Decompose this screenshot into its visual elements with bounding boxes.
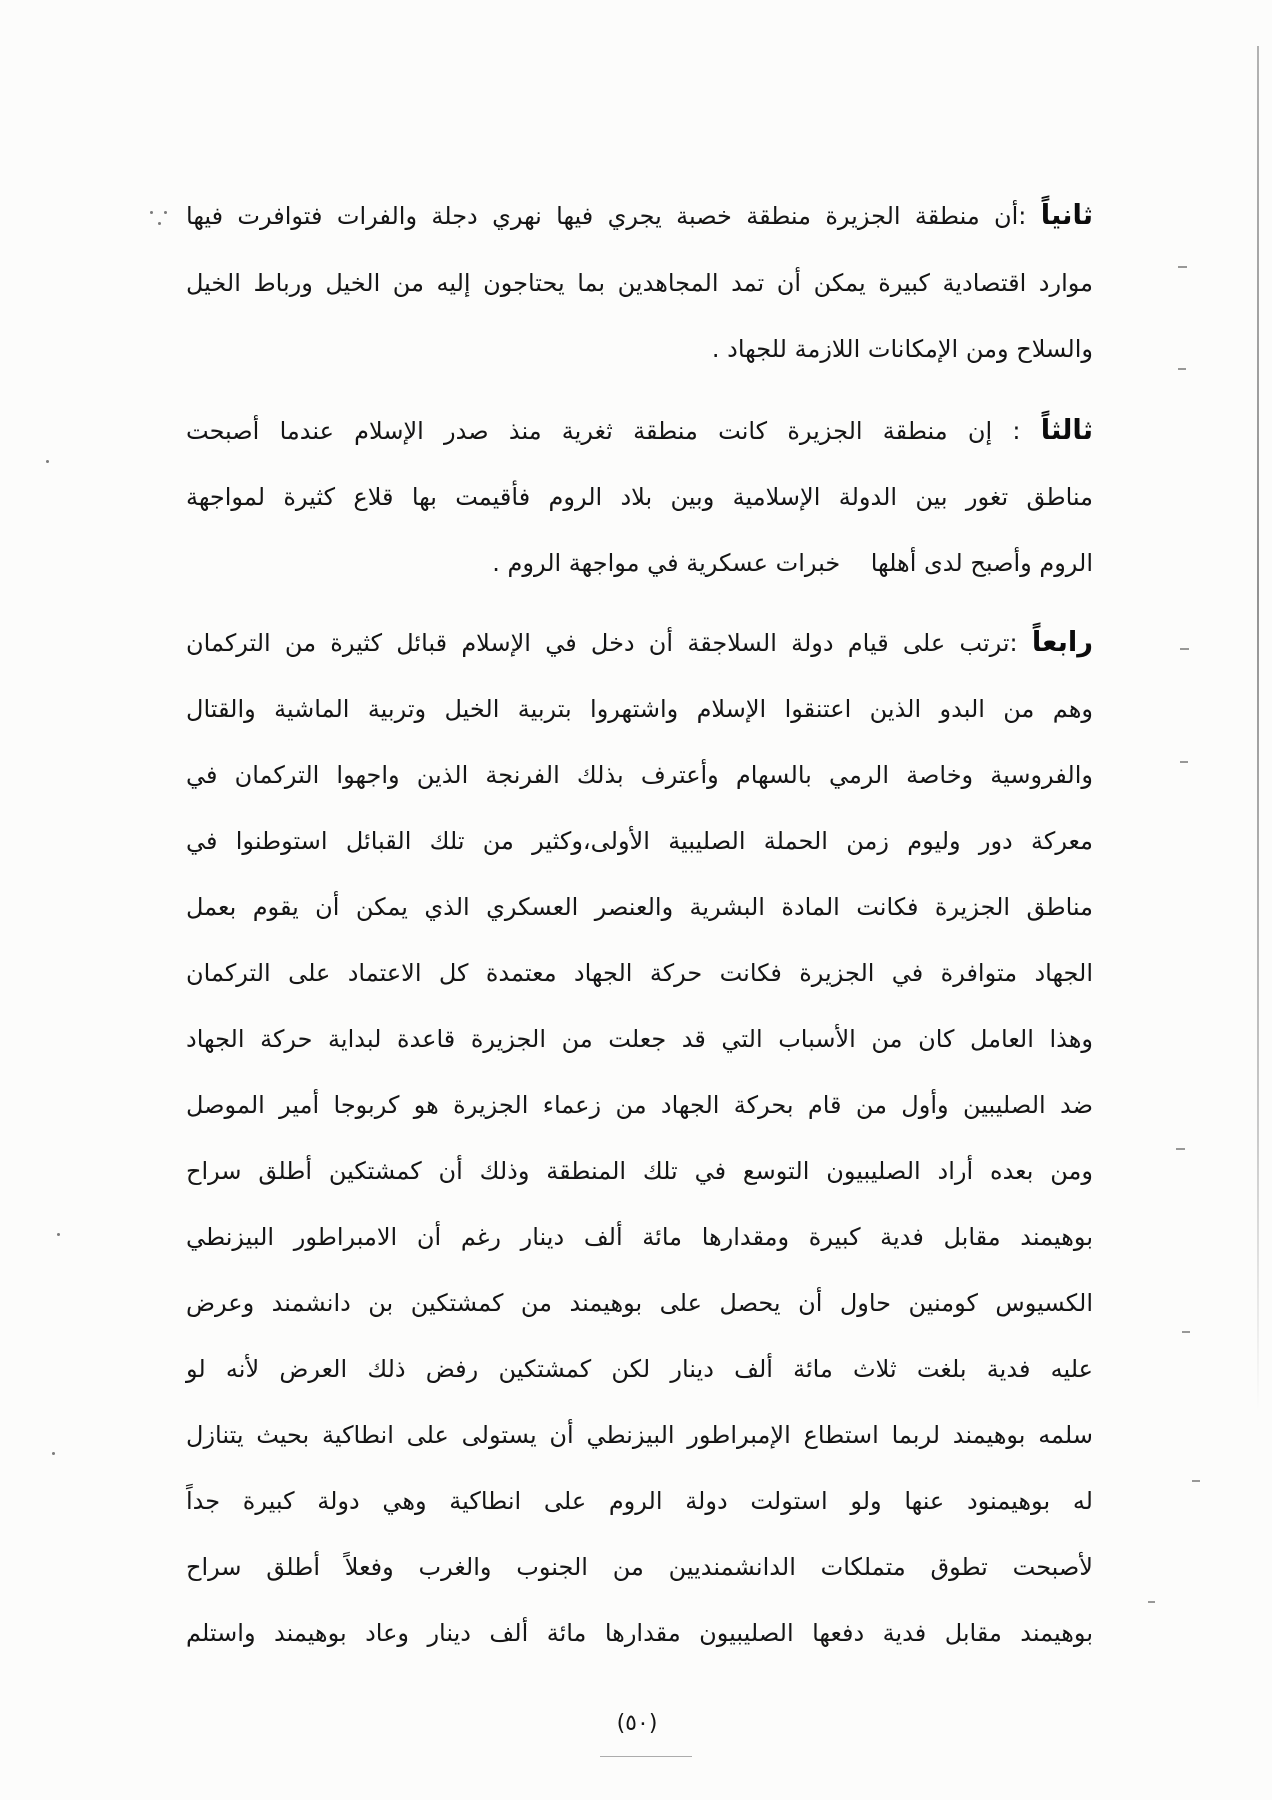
paragraph-line: والسلاح ومن الإمكانات اللازمة للجهاد . (711, 335, 1093, 363)
paragraph-line: ومن بعده أراد الصليبيون التوسع في تلك المنطقة وذلك أن كمشتكين أطلق سراح (186, 1157, 1093, 1185)
scan-speck (1178, 266, 1187, 268)
paragraph-line: بوهيمند مقابل فدية كبيرة ومقدارها مائة ألف دينار رغم أن الامبراطور البيزنطي (186, 1223, 1093, 1251)
paragraph-line: لأصبحت تطوق متملكات الدانشمنديين من الجنوب والغرب وفعلاً أطلق سراح (186, 1553, 1093, 1581)
footer-rule (600, 1756, 692, 1757)
paragraph-line: الجهاد متوافرة في الجزيرة فكانت حركة الجهاد معتمدة كل الاعتماد على التركمان (186, 959, 1093, 987)
paragraph-line: معركة دور وليوم زمن الحملة الصليبية الأولى،وكثير من تلك القبائل استوطنوا في (186, 827, 1093, 855)
scan-speck (1176, 1148, 1185, 1150)
paragraph-line (186, 621, 1093, 665)
page-number: (٥٠) (616, 1711, 658, 1736)
paragraph-label: رابعاً (1031, 627, 1093, 658)
paragraph-line: والفروسية وخاصة الرمي بالسهام وأعترف بذلك الفرنجة الذين واجهوا التركمان في (186, 761, 1093, 789)
paragraph-line: بوهيمند مقابل فدية دفعها الصليبيون مقدارها مائة ألف دينار وعاد بوهيمند واستلم (186, 1619, 1093, 1647)
scan-dot (158, 222, 161, 225)
scan-dot (57, 1233, 60, 1236)
paragraph-line: الروم وأصبح لدى أهلها خبرات عسكرية في مواجهة الروم . (492, 549, 1093, 577)
paragraph-line-text: :ترتب على قيام دولة السلاجقة أن دخل في الإسلام قبائل كثيرة من التركمان (186, 629, 1018, 657)
scan-dot (52, 1452, 55, 1455)
paragraph-line: ضد الصليبين وأول من قام بحركة الجهاد من زعماء الجزيرة هو كربوجا أمير الموصل (186, 1091, 1093, 1119)
paragraph-line: له بوهيمنود عنها ولو استولت دولة الروم على انطاكية وهي دولة كبيرة جداً (186, 1487, 1093, 1515)
paragraph-line: سلمه بوهيمند لربما استطاع الإمبراطور البيزنطي أن يستولى على انطاكية بحيث يتنازل (186, 1421, 1093, 1449)
paragraph-label: ثانياً (1040, 200, 1093, 231)
scan-speck (1192, 1480, 1200, 1482)
scan-speck (1180, 761, 1188, 763)
scan-dot (164, 211, 167, 214)
scan-speck (1148, 1601, 1155, 1603)
paragraph-line: مناطق الجزيرة فكانت المادة البشرية والعنصر العسكري الذي يمكن أن يقوم بعمل (186, 893, 1093, 921)
scan-margin-rule (1257, 46, 1259, 1411)
paragraph-line: وهم من البدو الذين اعتنقوا الإسلام واشتهروا بتربية الخيل وتربية الماشية والقتال (186, 695, 1093, 723)
paragraph-line: وهذا العامل كان من الأسباب التي قد جعلت من الجزيرة قاعدة لبداية حركة الجهاد (186, 1025, 1093, 1053)
scan-speck (1178, 368, 1186, 370)
paragraph-line-text: :أن منطقة الجزيرة منطقة خصبة يجري فيها نهري دجلة والفرات فتوافرت فيها (186, 202, 1027, 230)
scan-dot (150, 211, 153, 214)
paragraph-line (186, 409, 1093, 453)
scan-speck (1180, 648, 1189, 650)
paragraph-line-text: : إن منطقة الجزيرة كانت منطقة ثغرية منذ صدر الإسلام عندما أصبحت (186, 417, 1021, 445)
paragraph-line: موارد اقتصادية كبيرة يمكن أن تمد المجاهدين بما يحتاجون إليه من الخيل ورباط الخيل (186, 269, 1093, 297)
paragraph-line: عليه فدية بلغت ثلاث مائة ألف دينار لكن كمشتكين رفض ذلك العرض لأنه لو (186, 1355, 1093, 1383)
paragraph-line: مناطق تغور بين الدولة الإسلامية وبين بلاد الروم فأقيمت بها قلاع كثيرة لمواجهة (186, 483, 1093, 511)
scan-speck (1182, 1331, 1190, 1333)
paragraph-line (186, 194, 1093, 238)
paragraph-line: الكسيوس كومنين حاول أن يحصل على بوهيمند من كمشتكين بن دانشمند وعرض (186, 1289, 1093, 1317)
paragraph-label: ثالثاً (1040, 415, 1093, 446)
scan-dot (46, 460, 49, 463)
